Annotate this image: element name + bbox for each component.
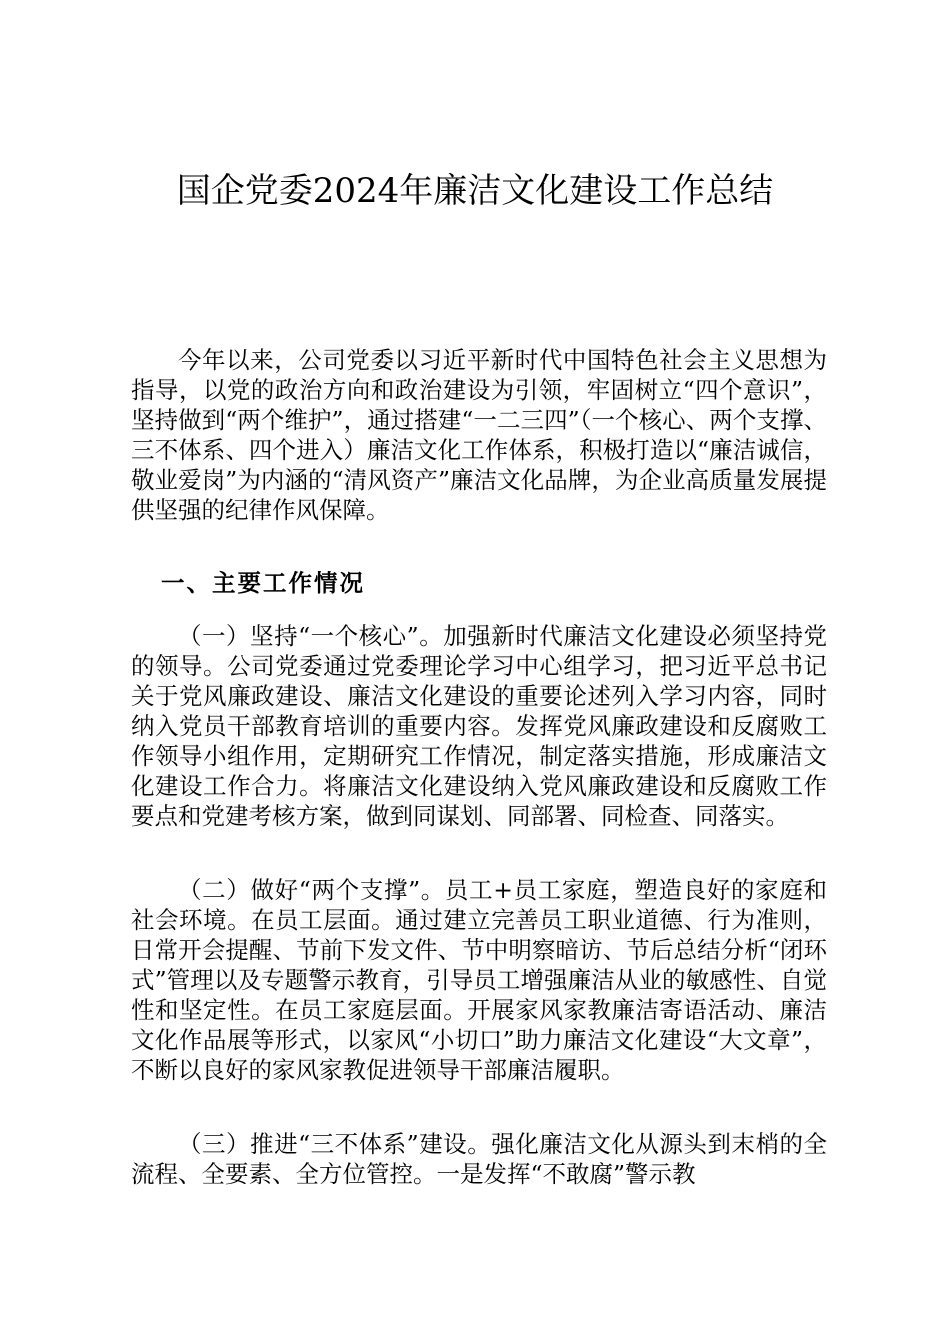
intro-paragraph: 今年以来，公司党委以习近平新时代中国特色社会主义思想为指导，以党的政治方向和政治建设为引领，牢固树立“四个意识”，坚持做到“两个维护”，通过搭建“一二三四”（一个核心、两个支撑、三不体系、四个进入）廉洁文化工作体系，积极打造以“廉洁诚信，敬业爱岗”为内涵的“清风资产”廉洁文化品牌，为企业高质量发展提供坚强的纪律作风保障。 [131, 346, 827, 524]
document-title: 国企党委2024年廉洁文化建设工作总结 [176, 171, 774, 211]
section-heading: 一、主要工作情况 [161, 569, 365, 597]
paragraph-support: （二）做好“两个支撑”。员工+员工家庭，塑造良好的家庭和社会环境。在员工层面。通过建立完善员工职业道德、行为准则，日常开会提醒、节前下发文件、节中明察暗访、节后总结分析“闭环式”管理以及专题警示教育，引导员工增强廉洁从业的敏感性、自觉性和坚定性。在员工家庭层面。开展家风家教廉洁寄语活动、廉洁文化作品展等形式，以家风“小切口”助力廉洁文化建设“大文章”，不断以良好的家风家教促进领导干部廉洁履职。 [131, 876, 827, 1084]
paragraph-system: （三）推进“三不体系”建设。强化廉洁文化从源头到末梢的全流程、全要素、全方位管控。一是发挥“不敢腐”警示教 [131, 1130, 827, 1188]
paragraph-core: （一）坚持“一个核心”。加强新时代廉洁文化建设必须坚持党的领导。公司党委通过党委理论学习中心组学习，把习近平总书记关于党风廉政建设、廉洁文化建设的重要论述列入学习内容，同时纳入党员干部教育培训的重要内容。发挥党风廉政建设和反腐败工作领导小组作用，定期研究工作情况，制定落实措施，形成廉洁文化建设工作合力。将廉洁文化建设纳入党风廉政建设和反腐败工作要点和党建考核方案，做到同谋划、同部署、同检查、同落实。 [131, 622, 827, 830]
